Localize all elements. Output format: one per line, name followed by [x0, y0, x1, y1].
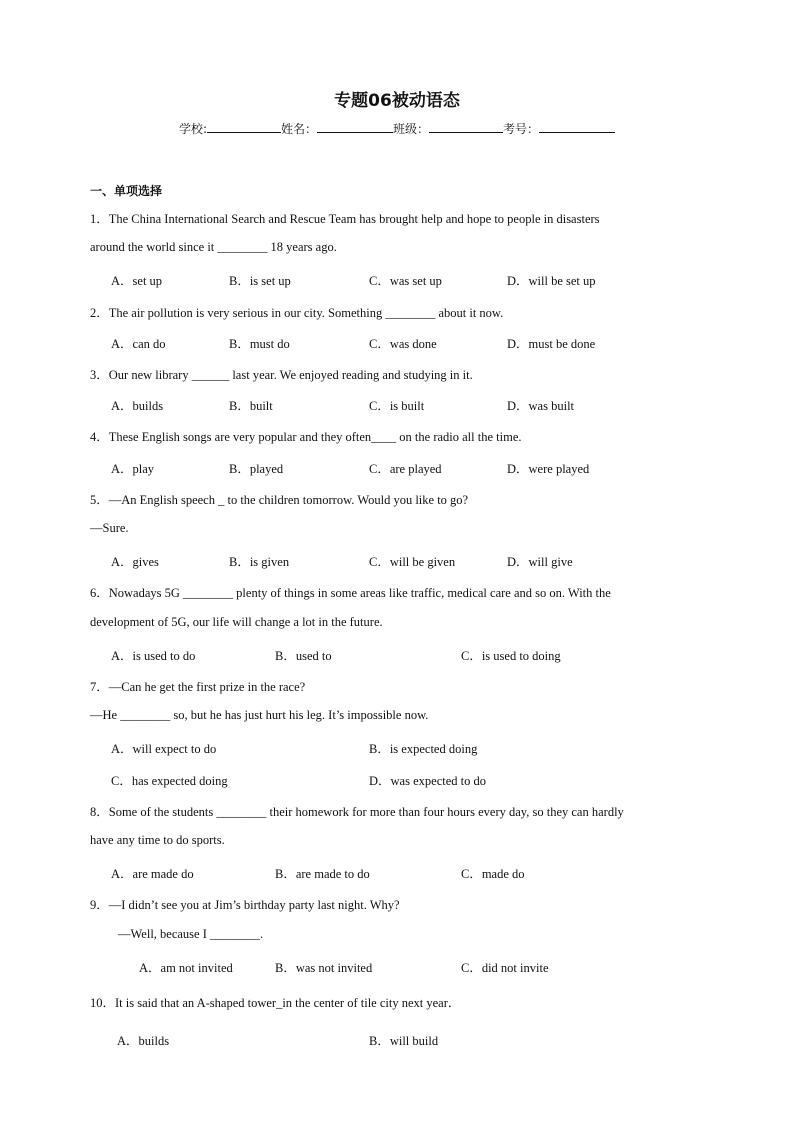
question-10-option-a[interactable]: A．builds: [117, 1034, 170, 1048]
question-1-option-a[interactable]: A．set up: [111, 274, 163, 288]
name-label: 姓名：: [281, 122, 318, 136]
question-4-line-1: 4．These English songs are very popular and they often____ on the radio all the time.: [90, 430, 522, 444]
question-3-option-d[interactable]: D．was built: [507, 399, 575, 413]
question-7-line-1: 7．—Can he get the first prize in the race?: [90, 680, 306, 694]
question-1-option-d[interactable]: D．will be set up: [507, 274, 596, 288]
name-blank[interactable]: [317, 120, 393, 133]
question-3-option-b[interactable]: B．built: [229, 399, 273, 413]
question-1-line-1: 1．The China International Search and Rescue Team has brought help and hope to people in disasters: [90, 212, 600, 226]
section-title: 一、单项选择: [90, 184, 163, 198]
question-9-line-2: —Well, because I ________.: [118, 927, 264, 941]
class-blank[interactable]: [429, 120, 503, 133]
question-6-option-c[interactable]: C．is used to doing: [461, 649, 561, 663]
question-5-line-2: —Sure.: [90, 521, 129, 535]
question-9-line-1: 9．—I didn’t see you at Jim’s birthday party last night. Why?: [90, 898, 400, 912]
question-9-option-b[interactable]: B．was not invited: [275, 961, 373, 975]
question-6-option-b[interactable]: B．used to: [275, 649, 332, 663]
question-7-line-2: —He ________ so, but he has just hurt his leg. It’s impossible now.: [90, 708, 429, 722]
question-4-option-d[interactable]: D．were played: [507, 462, 590, 476]
class-label: 班级：: [393, 122, 430, 136]
question-8-line-2: have any time to do sports.: [90, 833, 225, 847]
question-5-option-d[interactable]: D．will give: [507, 555, 573, 569]
question-4-option-a[interactable]: A．play: [111, 462, 155, 476]
question-10-line-1: 10．It is said that an A-shaped tower_in the center of tile city next year．: [90, 996, 461, 1010]
question-7-option-b[interactable]: B．is expected doing: [369, 742, 478, 756]
question-3-option-c[interactable]: C．is built: [369, 399, 425, 413]
question-3-option-a[interactable]: A．builds: [111, 399, 164, 413]
question-5-line-1: 5．—An English speech _ to the children tomorrow. Would you like to go?: [90, 493, 469, 507]
question-8-option-a[interactable]: A．are made do: [111, 867, 194, 881]
question-7-option-a[interactable]: A．will expect to do: [111, 742, 217, 756]
question-2-option-b[interactable]: B．must do: [229, 337, 290, 351]
page-title: 专题06被动语态: [334, 91, 460, 111]
question-6-line-2: development of 5G, our life will change a lot in the future.: [90, 615, 383, 629]
question-2-line-1: 2．The air pollution is very serious in our city. Something ________ about it now.: [90, 306, 504, 320]
question-7-option-d[interactable]: D．was expected to do: [369, 774, 486, 788]
question-2-option-a[interactable]: A．can do: [111, 337, 166, 351]
question-2-option-d[interactable]: D．must be done: [507, 337, 596, 351]
question-6-option-a[interactable]: A．is used to do: [111, 649, 196, 663]
question-4-option-b[interactable]: B．played: [229, 462, 284, 476]
question-8-option-b[interactable]: B．are made to do: [275, 867, 370, 881]
question-6-line-1: 6．Nowadays 5G ________ plenty of things in some areas like traffic, medical care and so on. With the: [90, 586, 611, 600]
student-info-line: [0, 120, 794, 137]
question-7-option-c[interactable]: C．has expected doing: [111, 774, 228, 788]
question-2-option-c[interactable]: C．was done: [369, 337, 437, 351]
school-label: 学校:: [178, 122, 207, 136]
question-3-line-1: 3．Our new library ______ last year. We enjoyed reading and studying in it.: [90, 368, 473, 382]
question-1-line-2: around the world since it ________ 18 years ago.: [90, 240, 337, 254]
question-8-line-1: 8．Some of the students ________ their homework for more than four hours every day, so they can hardly: [90, 805, 624, 819]
question-4-option-c[interactable]: C．are played: [369, 462, 442, 476]
number-blank[interactable]: [539, 120, 615, 133]
question-1-option-c[interactable]: C．was set up: [369, 274, 442, 288]
question-1-option-b[interactable]: B．is set up: [229, 274, 291, 288]
question-9-option-a[interactable]: A．am not invited: [139, 961, 233, 975]
question-5-option-a[interactable]: A．gives: [111, 555, 159, 569]
school-blank[interactable]: [207, 120, 281, 133]
question-10-option-b[interactable]: B．will build: [369, 1034, 439, 1048]
question-9-option-c[interactable]: C．did not invite: [461, 961, 549, 975]
number-label: 考号：: [503, 122, 540, 136]
question-5-option-b[interactable]: B．is given: [229, 555, 290, 569]
question-8-option-c[interactable]: C．made do: [461, 867, 525, 881]
question-5-option-c[interactable]: C．will be given: [369, 555, 456, 569]
